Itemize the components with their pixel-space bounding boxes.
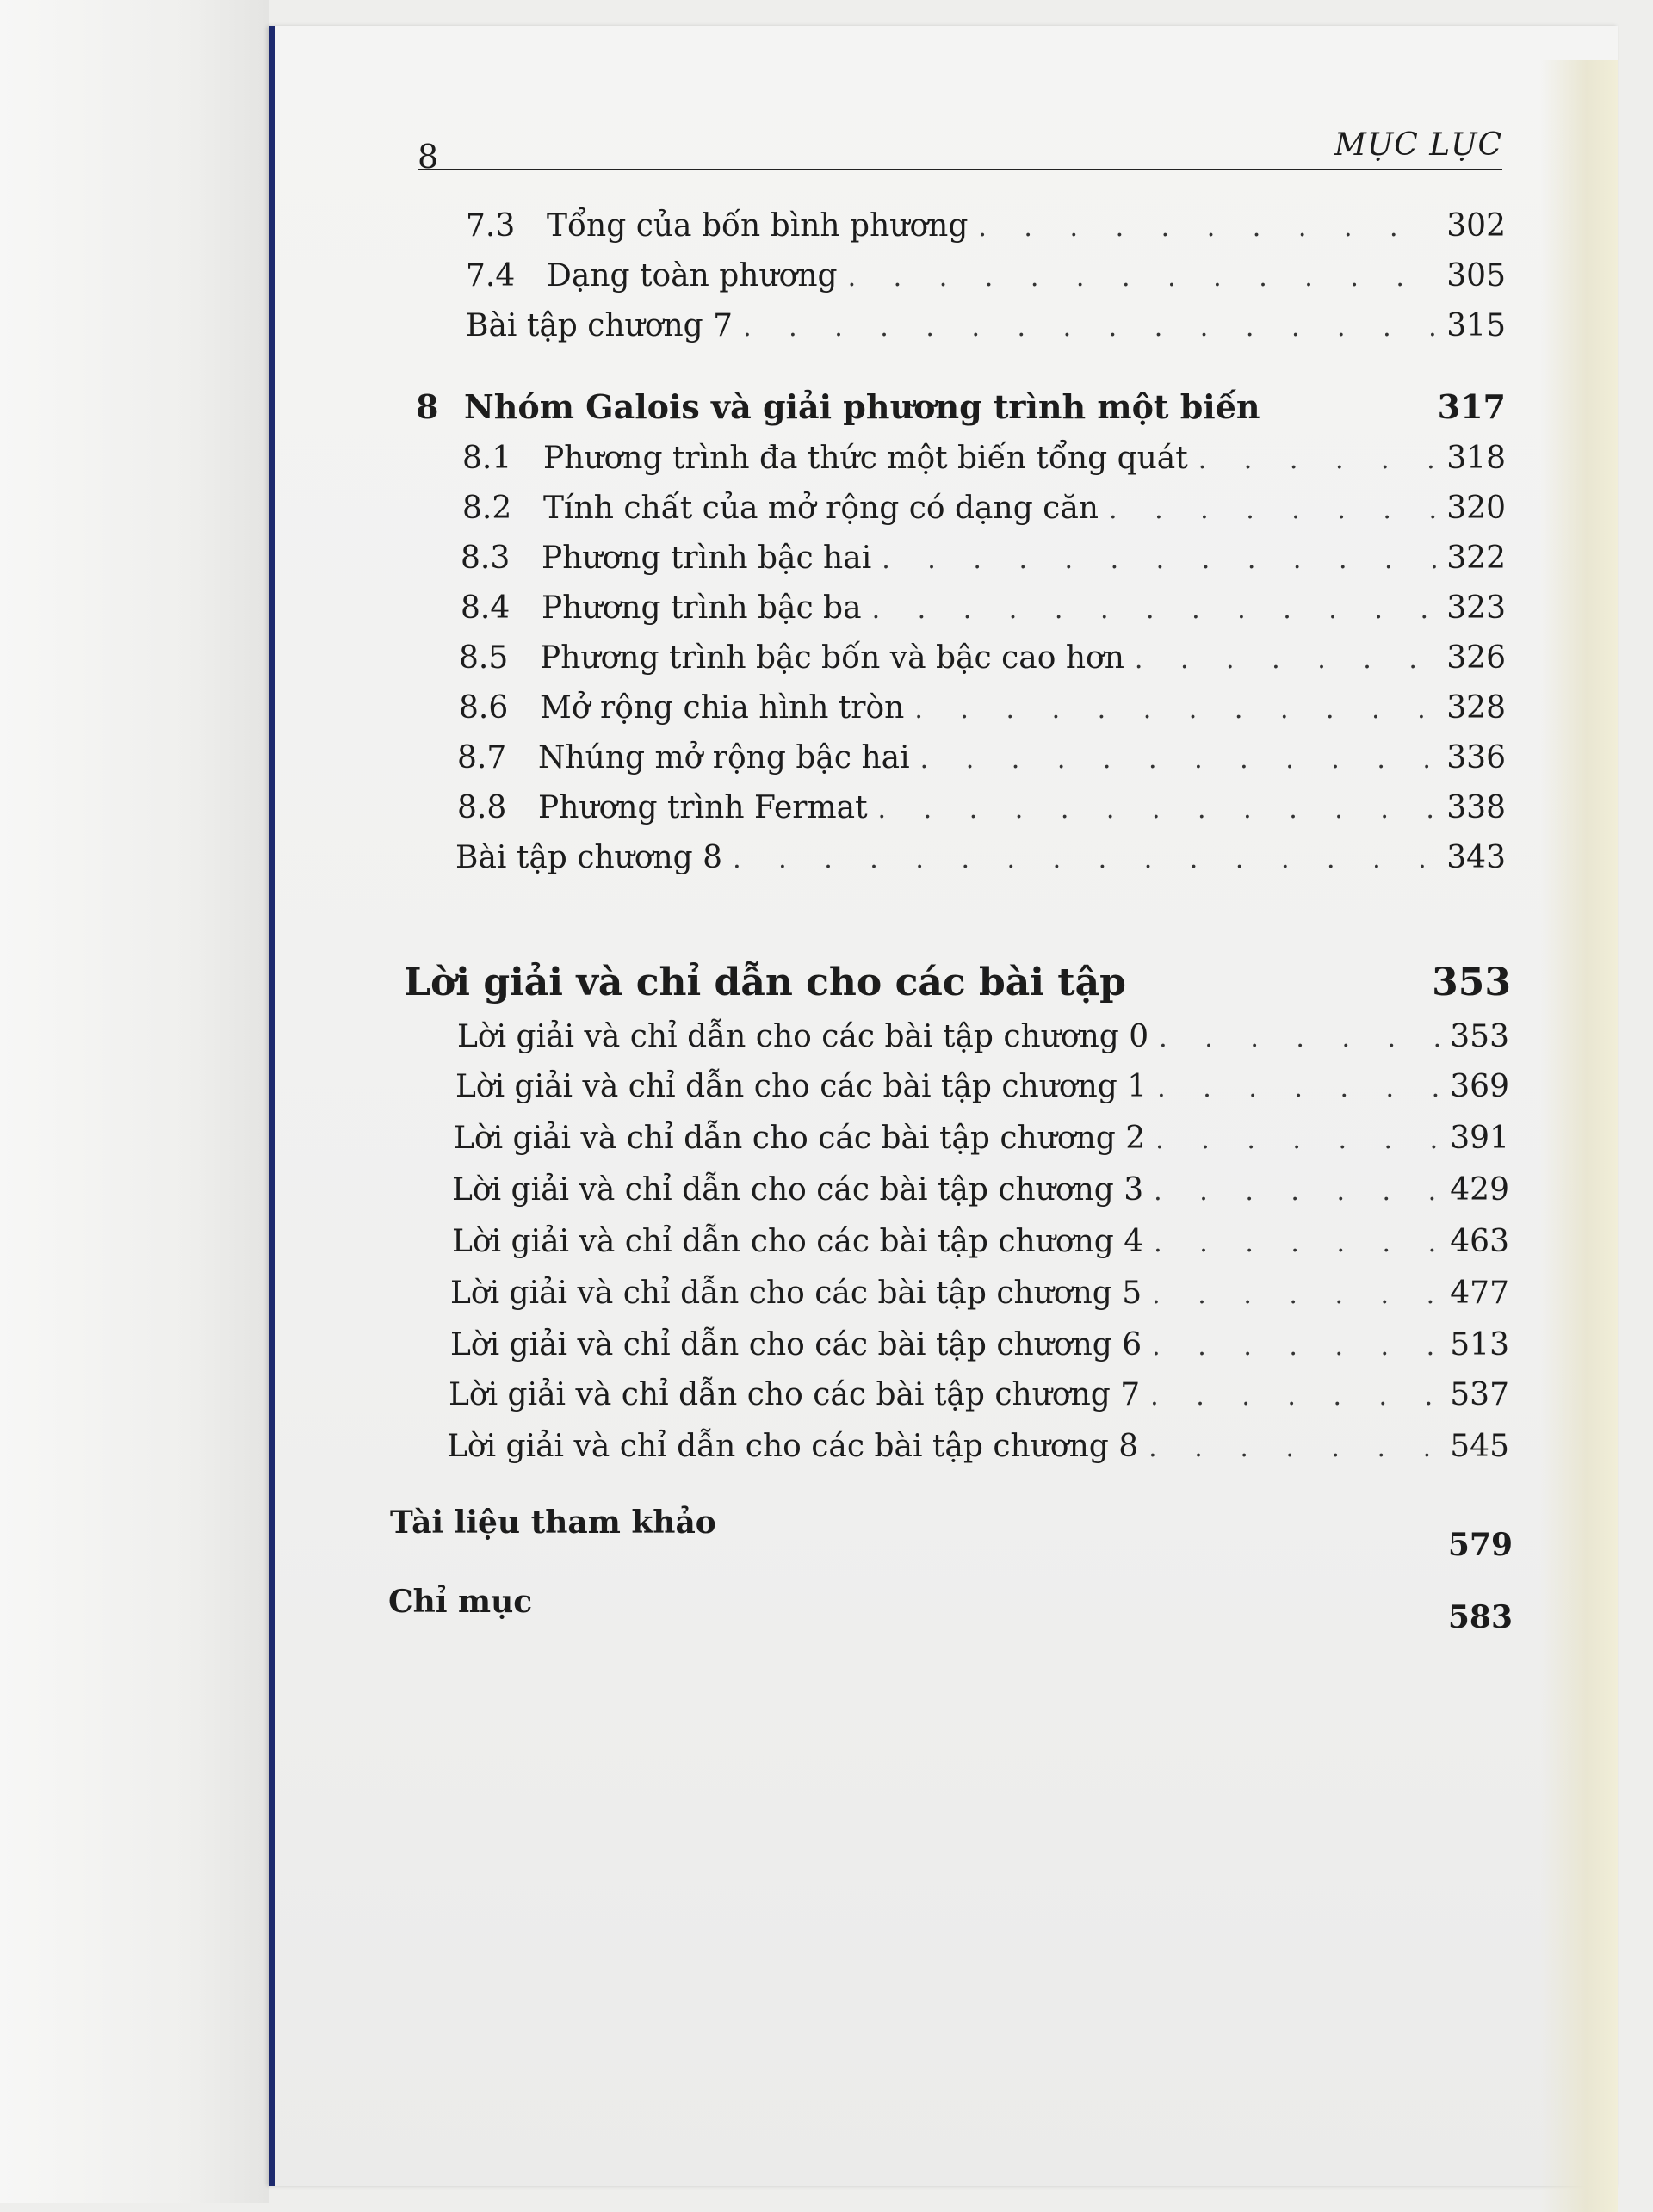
section-number: 8.1 <box>462 441 512 476</box>
section-title: MỤC LỤC <box>1334 127 1502 163</box>
part-heading[interactable] <box>404 961 1511 1004</box>
toc-entry[interactable] <box>461 541 1506 576</box>
section-title: Lời giải và chỉ dẫn cho các bài tập chương 6 <box>450 1327 1142 1362</box>
page-ref: 302 <box>1446 208 1506 244</box>
part-title: Lời giải và chỉ dẫn cho các bài tập <box>404 961 1126 1004</box>
page-ref: 336 <box>1446 740 1506 775</box>
page-ref: 513 <box>1450 1327 1509 1362</box>
toc-entry[interactable] <box>454 1121 1509 1156</box>
index-entry[interactable] <box>388 1584 1513 1635</box>
section-title: Lời giải và chỉ dẫn cho các bài tập chương 5 <box>450 1276 1142 1311</box>
page-ref: 391 <box>1450 1121 1509 1156</box>
dot-leader <box>743 312 1436 343</box>
page-ref: 323 <box>1446 590 1506 626</box>
dot-leader <box>1152 1280 1439 1310</box>
toc-entry[interactable] <box>459 640 1506 676</box>
section-title: Bài tập chương 7 <box>466 308 734 343</box>
page-ref: 477 <box>1450 1276 1509 1311</box>
page-ref: 583 <box>1447 1599 1513 1635</box>
section-title: Lời giải và chỉ dẫn cho các bài tập chương 1 <box>455 1069 1148 1104</box>
chapter-heading[interactable] <box>416 387 1506 426</box>
toc-entry[interactable] <box>457 790 1506 825</box>
toc-entry[interactable] <box>457 740 1506 775</box>
toc-entry[interactable] <box>455 1069 1509 1104</box>
toc-entry[interactable] <box>466 208 1506 244</box>
page-ref: 353 <box>1450 1019 1509 1054</box>
page-ref: 305 <box>1446 258 1506 293</box>
page-ref: 317 <box>1437 387 1506 426</box>
toc-entry[interactable] <box>450 1327 1509 1362</box>
page-ref: 322 <box>1446 541 1506 576</box>
toc-entry[interactable] <box>452 1224 1509 1259</box>
section-title: Phương trình bậc hai <box>542 541 872 576</box>
section-title: Phương trình bậc bốn và bậc cao hơn <box>540 640 1124 676</box>
section-title: Bài tập chương 8 <box>455 840 723 875</box>
book-page <box>269 26 1618 2186</box>
section-title: Phương trình bậc ba <box>542 590 862 626</box>
dot-leader <box>848 263 1437 293</box>
dot-leader <box>882 545 1436 575</box>
page-ref: 369 <box>1450 1069 1509 1104</box>
page-ref: 343 <box>1446 840 1506 875</box>
toc-entry[interactable] <box>449 1377 1509 1412</box>
page-ref: 318 <box>1446 441 1506 476</box>
section-number: 7.4 <box>466 258 516 293</box>
section-number: 8.8 <box>457 790 507 825</box>
index-title: Chỉ mục <box>388 1584 533 1620</box>
section-title: Lời giải và chỉ dẫn cho các bài tập chương 7 <box>449 1377 1141 1412</box>
dot-leader <box>733 844 1436 874</box>
section-title: Tính chất của mở rộng có dạng căn <box>543 491 1099 526</box>
toc-entry[interactable] <box>462 491 1506 526</box>
section-number: 8.2 <box>462 491 512 526</box>
section-title: Lời giải và chỉ dẫn cho các bài tập chương 0 <box>457 1019 1149 1054</box>
dot-leader <box>914 695 1436 725</box>
dot-leader <box>978 213 1436 243</box>
section-number: 8.7 <box>457 740 507 775</box>
section-number: 7.3 <box>466 208 516 244</box>
toc-entry[interactable] <box>452 1172 1509 1208</box>
dot-leader <box>1109 495 1436 525</box>
page-ref: 579 <box>1447 1527 1513 1563</box>
toc-entry[interactable] <box>450 1276 1509 1311</box>
dot-leader <box>1159 1023 1439 1053</box>
dot-leader <box>1148 1433 1439 1463</box>
table-surface <box>0 0 269 2203</box>
dot-leader <box>1150 1381 1439 1412</box>
section-title: Dạng toàn phương <box>547 258 838 293</box>
section-title: Mở rộng chia hình tròn <box>540 690 905 726</box>
running-header <box>418 112 1502 176</box>
chapter-number: 8 <box>416 387 439 426</box>
toc-entry[interactable] <box>461 590 1506 626</box>
section-title: Phương trình đa thức một biến tổng quát <box>543 441 1188 476</box>
page-ref: 320 <box>1446 491 1506 526</box>
page-curl <box>1540 60 1618 2212</box>
dot-leader <box>1157 1073 1439 1103</box>
page-ref: 326 <box>1446 640 1506 676</box>
section-title: Lời giải và chỉ dẫn cho các bài tập chương 8 <box>447 1429 1139 1464</box>
dot-leader <box>920 745 1437 775</box>
toc-entry[interactable] <box>462 441 1506 476</box>
dot-leader <box>1198 445 1437 475</box>
dot-leader <box>872 595 1437 625</box>
page-ref: 429 <box>1450 1172 1509 1208</box>
references-title: Tài liệu tham khảo <box>390 1505 716 1541</box>
section-title: Nhúng mở rộng bậc hai <box>538 740 910 775</box>
dot-leader <box>1155 1125 1439 1155</box>
page-ref: 537 <box>1450 1377 1509 1412</box>
dot-leader <box>1154 1228 1439 1258</box>
page-ref: 338 <box>1446 790 1506 825</box>
section-title: Lời giải và chỉ dẫn cho các bài tập chương 4 <box>452 1224 1144 1259</box>
toc-entry[interactable] <box>466 308 1506 343</box>
page-ref: 353 <box>1432 961 1511 1004</box>
section-title: Tổng của bốn bình phương <box>547 208 969 244</box>
section-title: Lời giải và chỉ dẫn cho các bài tập chương 3 <box>452 1172 1144 1208</box>
toc-entry[interactable] <box>457 1019 1509 1054</box>
section-number: 8.5 <box>459 640 509 676</box>
chapter-title: Nhóm Galois và giải phương trình một biến <box>464 387 1260 426</box>
section-title: Phương trình Fermat <box>538 790 868 825</box>
toc-entry[interactable] <box>455 840 1506 875</box>
toc-entry[interactable] <box>447 1429 1509 1464</box>
page-number: 8 <box>418 138 439 176</box>
toc-entry[interactable] <box>466 258 1506 293</box>
toc-entry[interactable] <box>459 690 1506 726</box>
page-ref: 463 <box>1450 1224 1509 1259</box>
page-ref: 315 <box>1446 308 1506 343</box>
page-ref: 328 <box>1446 690 1506 726</box>
references-entry[interactable] <box>390 1505 1513 1563</box>
dot-leader <box>1154 1177 1439 1207</box>
section-number: 8.3 <box>461 541 511 576</box>
dot-leader <box>1135 645 1436 675</box>
section-number: 8.6 <box>459 690 509 726</box>
dot-leader <box>1152 1332 1439 1362</box>
dot-leader <box>878 794 1437 825</box>
section-title: Lời giải và chỉ dẫn cho các bài tập chương 2 <box>454 1121 1146 1156</box>
section-number: 8.4 <box>461 590 511 626</box>
page-ref: 545 <box>1450 1429 1509 1464</box>
